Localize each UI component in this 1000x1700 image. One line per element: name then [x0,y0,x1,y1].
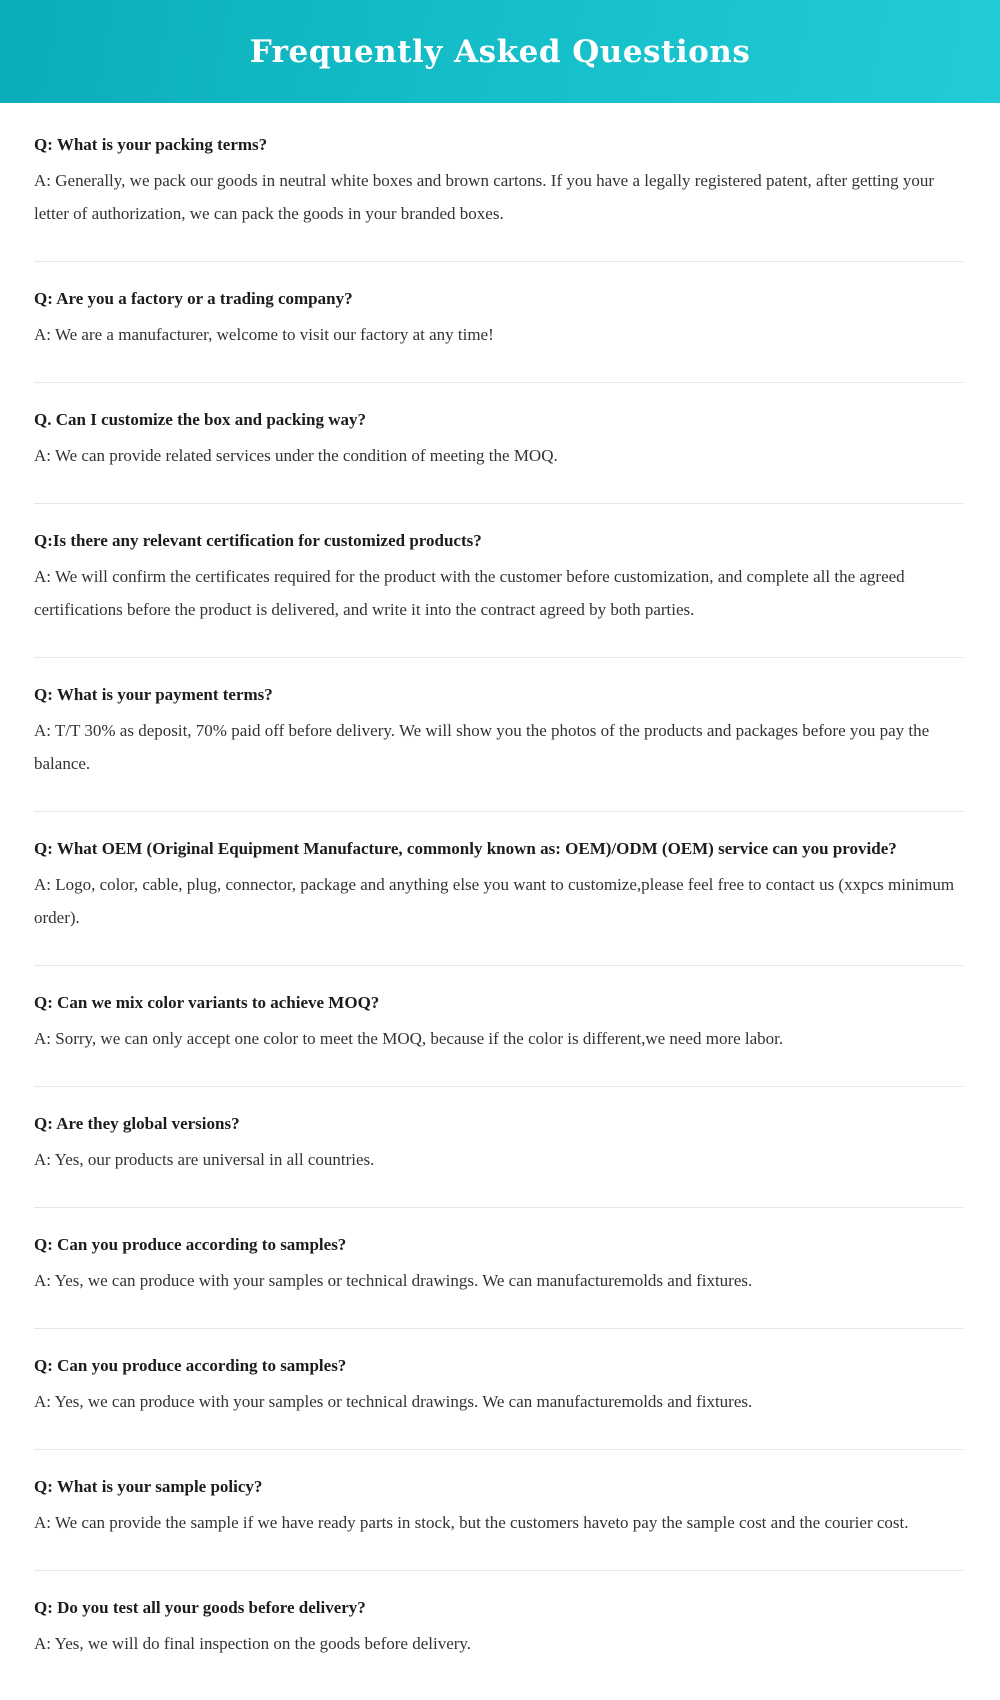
faq-answer: A: We can provide related services under the condition of meeting the MOQ. [34,446,558,465]
faq-item [34,832,964,934]
divider [34,1207,964,1208]
faq-item [34,282,964,351]
faq-item [34,1470,964,1539]
faq-question: Q: Can you produce according to samples? [34,1356,347,1375]
faq-question: Q: Can you produce according to samples? [34,1235,347,1254]
faq-item [34,524,964,626]
faq-answer: A: Yes, we can produce with your samples or technical drawings. We can manufacturemolds and fixtures. [34,1271,753,1290]
faq-answer: A: Yes, we will do final inspection on the goods before delivery. [34,1634,472,1653]
faq-item [34,1228,964,1297]
faq-answer: A: Yes, our products are universal in all countries. [34,1150,375,1169]
faq-answer: A: Logo, color, cable, plug, connector, package and anything else you want to customize,please feel free to contact us (xxpcs minimum order). [34,875,955,927]
divider [34,657,964,658]
faq-answer: A: We are a manufacturer, welcome to visit our factory at any time! [34,325,494,344]
faq-banner [0,0,1000,103]
divider [34,1570,964,1571]
faq-item [34,403,964,472]
divider [34,261,964,262]
faq-item [34,1349,964,1418]
divider [34,382,964,383]
faq-answer: A: Yes, we can produce with your samples or technical drawings. We can manufacturemolds and fixtures. [34,1392,753,1411]
faq-list [0,103,1000,1700]
divider [34,1086,964,1087]
divider [34,965,964,966]
faq-question: Q: Are they global versions? [34,1114,240,1133]
faq-question: Q: What is your packing terms? [34,135,268,154]
faq-question: Q: What is your payment terms? [34,685,273,704]
faq-item [34,128,964,230]
faq-item [34,986,964,1055]
faq-item [34,678,964,780]
faq-question: Q: What is your sample policy? [34,1477,263,1496]
faq-answer: A: Sorry, we can only accept one color to meet the MOQ, because if the color is different,we need more labor. [34,1029,784,1048]
page-title: Frequently Asked Questions [249,33,751,70]
faq-question: Q: Can we mix color variants to achieve MOQ? [34,993,380,1012]
faq-answer: A: Generally, we pack our goods in neutral white boxes and brown cartons. If you have a legally registered patent, after getting your letter of authorization, we can pack the goods in your branded boxes. [34,171,935,223]
faq-answer: A: We can provide the sample if we have ready parts in stock, but the customers haveto pay the sample cost and the courier cost. [34,1513,909,1532]
faq-question: Q:Is there any relevant certification for customized products? [34,531,482,550]
divider [34,811,964,812]
faq-question: Q: Are you a factory or a trading company? [34,289,353,308]
faq-question: Q: Do you test all your goods before delivery? [34,1598,366,1617]
faq-answer: A: We will confirm the certificates required for the product with the customer before customization, and complete all the agreed certifications before the product is delivered, and write it into the contract agreed by both parties. [34,567,905,619]
divider [34,503,964,504]
divider [34,1328,964,1329]
faq-question: Q: What OEM (Original Equipment Manufacture, commonly known as: OEM)/ODM (OEM) service can you provide? [34,839,897,858]
faq-question: Q. Can I customize the box and packing way? [34,410,367,429]
faq-item [34,1591,964,1660]
divider [34,1449,964,1450]
faq-answer: A: T/T 30% as deposit, 70% paid off before delivery. We will show you the photos of the products and packages before you pay the balance. [34,721,930,773]
faq-item [34,1107,964,1176]
